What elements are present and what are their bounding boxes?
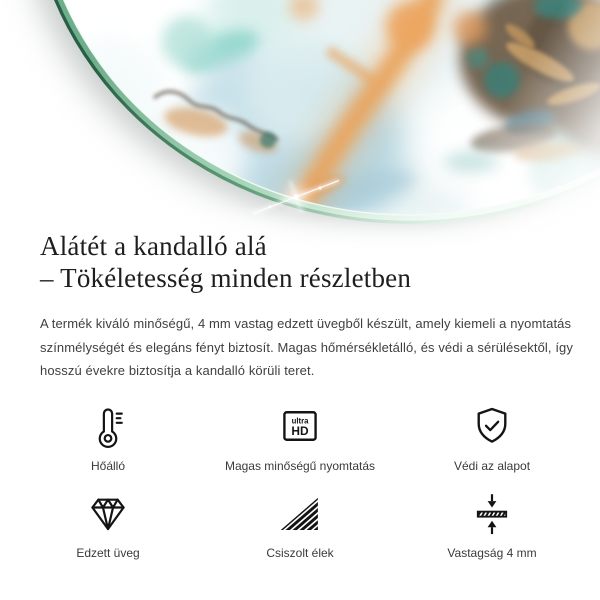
hero-image	[0, 0, 600, 250]
feature-protects-base	[396, 402, 588, 473]
feature-label: Csiszolt élek	[266, 546, 334, 560]
feature-polished-edges	[204, 489, 396, 560]
page-title-line1: Alátét a kandalló alá	[40, 231, 267, 261]
feature-high-quality-print	[204, 402, 396, 473]
feature-label: Magas minőségű nyomtatás	[224, 459, 376, 473]
feature-thickness	[396, 489, 588, 560]
product-description: A termék kiváló minőségű, 4 mm vastag edzett üvegből készült, amely kiemeli a nyomtatás színmélységét és elegáns fényt biztosít. Magas hőmérsékletálló, és védi a sérülésektől, így hosszú évekre biztosítja a kandalló körüli teret.	[40, 316, 573, 378]
shield-check-icon	[470, 402, 514, 450]
feature-label: Védi az alapot	[453, 459, 531, 473]
feature-label: Hőálló	[90, 459, 126, 473]
features-grid	[12, 402, 588, 560]
polished-edge-icon	[278, 489, 322, 537]
feature-heat-resistant	[12, 402, 204, 473]
feature-tempered-glass	[12, 489, 204, 560]
diamond-icon	[86, 489, 130, 537]
page-title-line2: – Tökéletesség minden részletben	[40, 263, 412, 293]
feature-label: Vastagság 4 mm	[447, 546, 537, 560]
glass-disc-illustration	[0, 0, 600, 250]
feature-label: Edzett üveg	[76, 546, 140, 560]
thermometer-icon	[86, 402, 130, 450]
ultra-hd-icon	[278, 402, 322, 450]
thickness-icon	[470, 489, 514, 537]
page-title	[40, 230, 580, 294]
svg-text:ultra: ultra	[291, 416, 309, 426]
svg-text:HD: HD	[291, 424, 309, 439]
